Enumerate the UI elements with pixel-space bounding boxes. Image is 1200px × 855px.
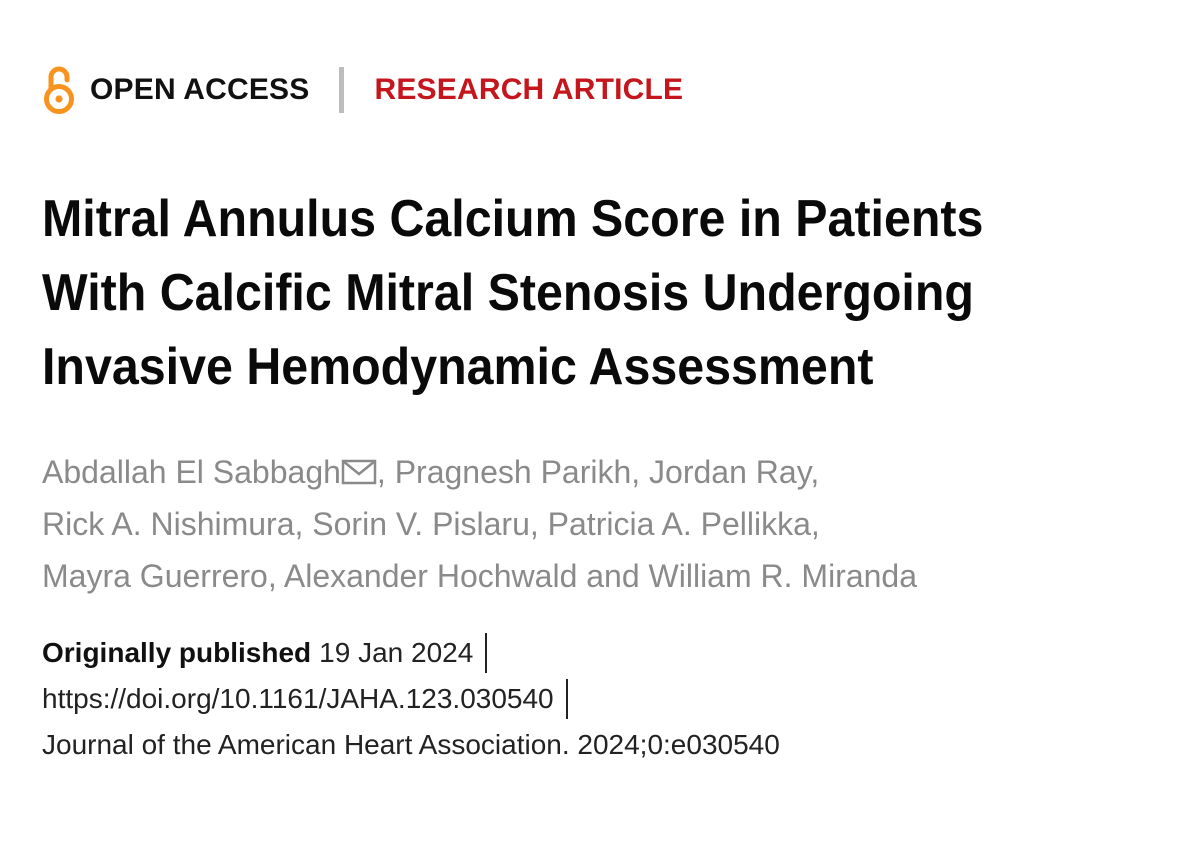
open-access-lock-icon <box>42 64 76 116</box>
open-access-label: OPEN ACCESS <box>90 73 310 106</box>
author-list <box>42 446 1152 602</box>
doi-line <box>42 676 1162 722</box>
meta-separator <box>566 679 568 719</box>
published-label: Originally published <box>42 637 312 668</box>
header-row <box>42 58 1162 122</box>
published-date: 19 Jan 2024 <box>319 637 474 668</box>
author-link[interactable]: , Pragnesh Parikh, Jordan Ray, <box>376 454 820 490</box>
citation-line <box>42 722 1162 768</box>
header-divider <box>339 67 344 113</box>
doi-link[interactable]: https://doi.org/10.1161/JAHA.123.030540 <box>42 683 554 714</box>
journal-citation: Journal of the American Heart Association. 2024;0:e030540 <box>42 729 780 760</box>
published-line <box>42 630 1162 676</box>
article-title: Mitral Annulus Calcium Score in Patients With Calcific Mitral Stenosis Undergoing Invasive Hemodynamic Assessment <box>42 190 984 396</box>
author-link[interactable]: Abdallah El Sabbagh <box>42 454 341 490</box>
article-header-page <box>42 58 1162 768</box>
article-type-label[interactable]: RESEARCH ARTICLE <box>374 73 684 106</box>
meta-separator <box>485 633 487 673</box>
author-link[interactable]: Mayra Guerrero, Alexander Hochwald and William R. Miranda <box>42 558 918 594</box>
mail-icon[interactable] <box>341 448 377 474</box>
article-meta <box>42 630 1162 768</box>
author-link[interactable]: Rick A. Nishimura, Sorin V. Pislaru, Patricia A. Pellikka, <box>42 506 820 542</box>
